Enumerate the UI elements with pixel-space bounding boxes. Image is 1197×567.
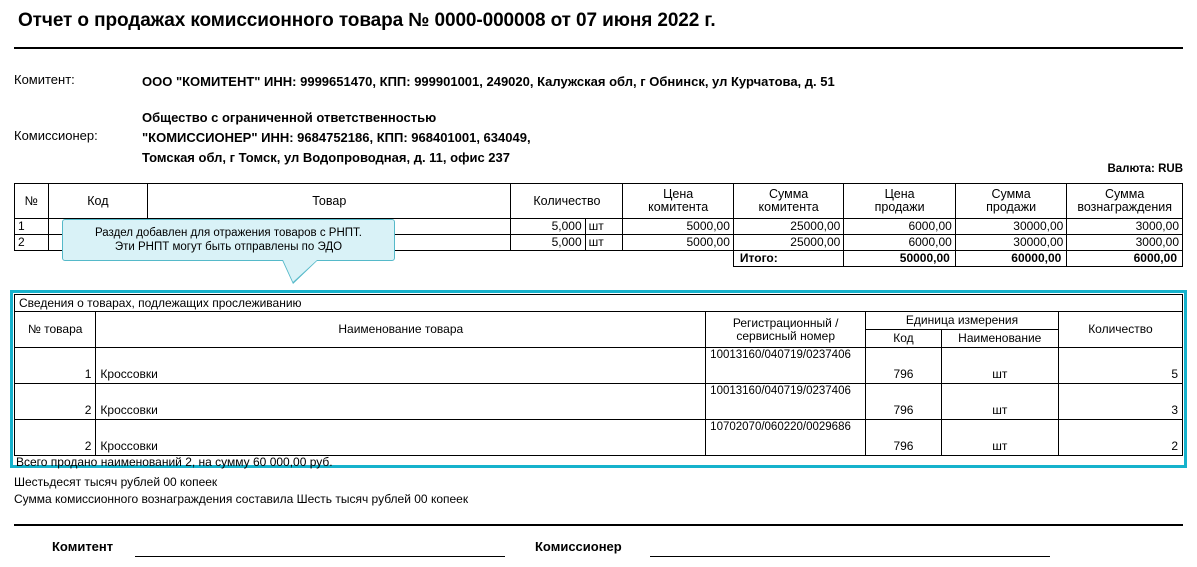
- cell-trace-qty: 2: [1058, 420, 1182, 456]
- cell-sum-reward: 3000,00: [1067, 219, 1183, 235]
- summary-reward-words: Сумма комиссионного вознаграждения составила Шесть тысяч рублей 00 копеек: [14, 492, 469, 506]
- col-header-price-sale: [844, 184, 956, 219]
- cell-unit: шт: [585, 235, 623, 251]
- col-header-trace-unit-code: Код: [866, 330, 942, 348]
- totals-sum-committent: 50000,00: [844, 251, 956, 267]
- cell-trace-unit-name: шт: [941, 384, 1058, 420]
- col-header-price-committent-l1: Цена: [663, 187, 694, 201]
- cell-trace-reg: 10013160/040719/0237406: [706, 348, 866, 384]
- cell-trace-unit-name: шт: [941, 348, 1058, 384]
- col-header-sum-committent: [733, 184, 843, 219]
- cell-trace-reg: 10013160/040719/0237406: [706, 384, 866, 420]
- cell-trace-name: Кроссовки: [96, 348, 706, 384]
- traceability-section-title: Сведения о товарах, подлежащих прослеживанию: [14, 294, 1183, 311]
- currency-label: Валюта: RUB: [1107, 163, 1183, 175]
- cell-trace-qty: 3: [1058, 384, 1182, 420]
- col-header-trace-reg-l1: Регистрационный /: [732, 315, 839, 330]
- col-header-trace-reg-l2: сервисный номер: [736, 328, 835, 343]
- cell-price-sale: 6000,00: [844, 235, 956, 251]
- signature-committent-label: Комитент: [52, 539, 114, 554]
- cell-trace-unit-code: 796: [866, 348, 942, 384]
- col-header-trace-qty: Количество: [1058, 312, 1182, 348]
- commissioner-value-line3: Томская обл, г Томск, ул Водопроводная, д. 11, офис 237: [142, 150, 510, 165]
- totals-sum-reward: 6000,00: [1067, 251, 1183, 267]
- cell-trace-name: Кроссовки: [96, 420, 706, 456]
- goods-table-header: [15, 184, 1183, 219]
- callout-line-2: Эти РНПТ могут быть отправлены по ЭДО: [114, 241, 343, 253]
- callout-line-1: Раздел добавлен для отражения товаров с РНПТ.: [95, 227, 362, 239]
- col-header-sum-sale-l2: продажи: [986, 200, 1037, 214]
- commissioner-label: Комиссионер:: [14, 128, 98, 143]
- page-title: Отчет о продажах комиссионного товара № 0000-000008 от 07 июня 2022 г.: [18, 10, 716, 31]
- cell-trace-num: 2: [15, 420, 96, 456]
- col-header-sum-reward-l2: вознаграждения: [1077, 200, 1172, 214]
- cell-unit: шт: [585, 219, 623, 235]
- annotation-callout: [62, 219, 395, 261]
- cell-price-committent: 5000,00: [623, 235, 733, 251]
- traceability-table: [14, 311, 1183, 456]
- col-header-trace-reg: [706, 312, 866, 348]
- col-header-sum-reward: [1067, 184, 1183, 219]
- cell-trace-unit-name: шт: [941, 420, 1058, 456]
- signature-committent-line: [135, 556, 505, 557]
- col-header-price-sale-l2: продажи: [874, 200, 925, 214]
- col-header-sum-committent-l1: Сумма: [768, 187, 809, 201]
- cell-trace-num: 2: [15, 384, 96, 420]
- table-row: [15, 348, 1183, 384]
- signature-divider: [14, 524, 1183, 526]
- col-header-num: №: [15, 184, 49, 219]
- signature-commissioner-line: [650, 556, 1050, 557]
- cell-qty: 5,000: [511, 235, 585, 251]
- col-header-sum-sale-l1: Сумма: [991, 187, 1031, 201]
- col-header-goods: Товар: [148, 184, 511, 219]
- col-header-price-committent-l2: комитента: [648, 200, 709, 214]
- signature-commissioner-label: Комиссионер: [535, 539, 622, 554]
- traceability-table-header: [15, 312, 1183, 348]
- cell-sum-sale: 30000,00: [955, 235, 1067, 251]
- traceability-table-body: [15, 348, 1183, 456]
- commissioner-value-line2: "КОМИССИОНЕР" ИНН: 9684752186, КПП: 968401001, 634049,: [142, 130, 531, 145]
- col-header-trace-num: № товара: [15, 312, 96, 348]
- cell-trace-unit-code: 796: [866, 420, 942, 456]
- col-header-trace-unit-group: Единица измерения: [866, 312, 1059, 330]
- cell-trace-qty: 5: [1058, 348, 1182, 384]
- cell-num: 1: [15, 219, 49, 235]
- table-header-row: [15, 312, 1183, 330]
- title-divider: [14, 47, 1183, 49]
- cell-sum-committent: 25000,00: [733, 219, 843, 235]
- col-header-code: Код: [48, 184, 148, 219]
- totals-label: Итого:: [733, 251, 843, 267]
- table-row: [15, 384, 1183, 420]
- cell-trace-name: Кроссовки: [96, 384, 706, 420]
- traceability-total-line: Всего продано наименований 2, на сумму 60 000,00 руб.: [16, 455, 333, 469]
- col-header-trace-unit-name: Наименование: [941, 330, 1058, 348]
- cell-sum-sale: 30000,00: [955, 219, 1067, 235]
- commissioner-value-line1: Общество с ограниченной ответственностью: [142, 110, 437, 125]
- totals-sum-sale: 60000,00: [955, 251, 1067, 267]
- cell-qty: 5,000: [511, 219, 585, 235]
- summary-amount-words: Шестьдесят тысяч рублей 00 копеек: [14, 475, 218, 489]
- committent-label: Комитент:: [14, 72, 75, 87]
- col-header-sum-sale: [955, 184, 1067, 219]
- cell-sum-committent: 25000,00: [733, 235, 843, 251]
- cell-trace-reg: 10702070/060220/0029686: [706, 420, 866, 456]
- cell-sum-reward: 3000,00: [1067, 235, 1183, 251]
- cell-trace-unit-code: 796: [866, 384, 942, 420]
- col-header-price-sale-l1: Цена: [884, 187, 915, 201]
- col-header-sum-reward-l1: Сумма: [1105, 187, 1145, 201]
- table-row: [15, 420, 1183, 456]
- committent-value: ООО "КОМИТЕНТ" ИНН: 9999651470, КПП: 999901001, 249020, Калужская обл, г Обнинск, ул Курчатова, д. 51: [142, 74, 835, 89]
- cell-trace-num: 1: [15, 348, 96, 384]
- cell-price-sale: 6000,00: [844, 219, 956, 235]
- col-header-qty: Количество: [511, 184, 623, 219]
- col-header-trace-name: Наименование товара: [96, 312, 706, 348]
- cell-price-committent: 5000,00: [623, 219, 733, 235]
- callout-tail: [283, 260, 317, 282]
- col-header-price-committent: [623, 184, 733, 219]
- col-header-sum-committent-l2: комитента: [758, 200, 819, 214]
- table-header-row: [15, 184, 1183, 219]
- cell-num: 2: [15, 235, 49, 251]
